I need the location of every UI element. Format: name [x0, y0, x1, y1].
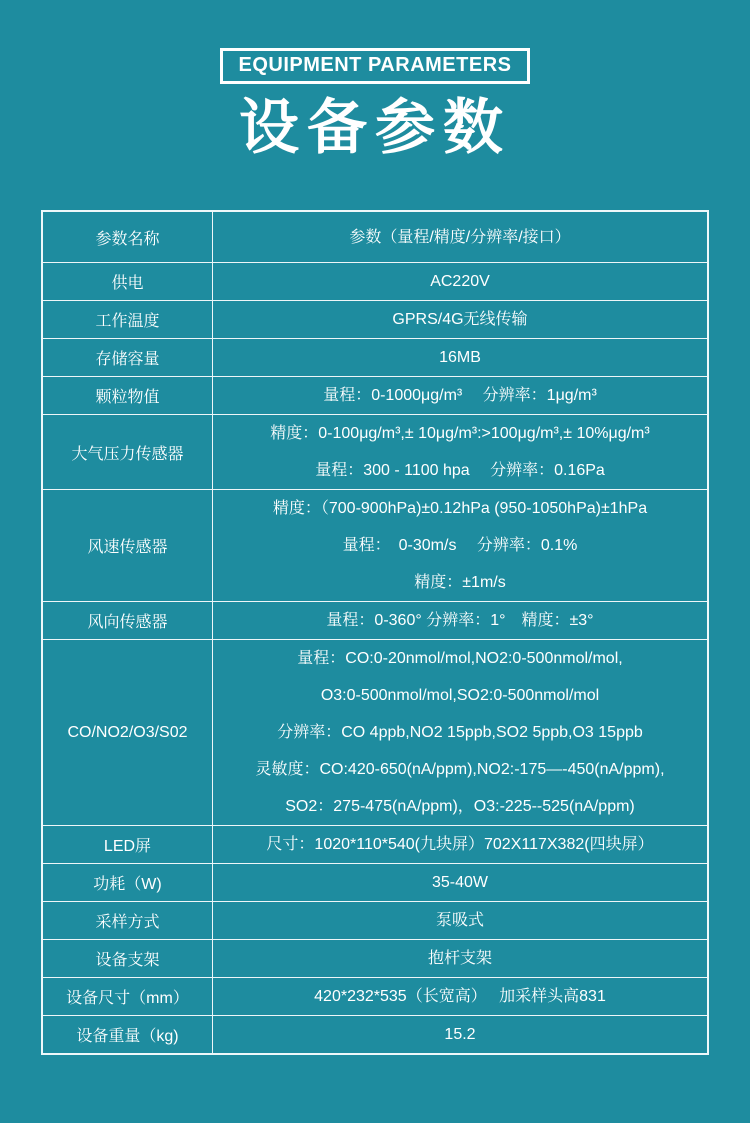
- row-value: [213, 415, 707, 489]
- row-value-line: 尺寸：1020*110*540(九块屏）702X117X382(四块屏）: [266, 836, 654, 853]
- table-row-storage: [43, 338, 707, 376]
- row-value-line: 量程：0-1000μg/m³ 分辨率：1μg/m³: [323, 387, 597, 404]
- row-value: [213, 263, 707, 300]
- footer-strip: [0, 1123, 750, 1129]
- row-value-line: 量程：CO:0-20nmol/mol,NO2:0-500nmol/mol,: [297, 650, 623, 667]
- row-value-line: AC220V: [430, 273, 490, 290]
- table-row-mounting-bracket: [43, 939, 707, 977]
- row-label: 风速传感器: [43, 490, 213, 601]
- row-value: [213, 826, 707, 863]
- row-value-line: O3:0-500nmol/mol,SO2:0-500nmol/mol: [320, 687, 600, 704]
- row-label: CO/NO2/O3/S02: [43, 640, 213, 825]
- row-value-line: SO2：275-475(nA/ppm)，O3:-225--525(nA/ppm): [285, 798, 635, 815]
- parameters-table: [41, 210, 709, 1055]
- row-value-line: 泵吸式: [435, 912, 484, 929]
- table-row-device-weight: [43, 1015, 707, 1053]
- row-label: 大气压力传感器: [43, 415, 213, 489]
- row-label: 存储容量: [43, 339, 213, 376]
- row-label: 设备支架: [43, 940, 213, 977]
- table-row-sampling-method: [43, 901, 707, 939]
- row-value-line: GPRS/4G无线传输: [392, 311, 528, 328]
- row-value-line: 精度：±1m/s: [414, 574, 506, 591]
- row-value-line: 量程： 0-30m/s 分辨率：0.1%: [342, 537, 578, 554]
- row-value: [213, 940, 707, 977]
- row-label: 采样方式: [43, 902, 213, 939]
- row-value: [213, 864, 707, 901]
- row-label: 风向传感器: [43, 602, 213, 639]
- row-label: 供电: [43, 263, 213, 300]
- row-value: [213, 602, 707, 639]
- table-row-power: [43, 262, 707, 300]
- header-value-cell: [213, 212, 707, 262]
- page-title: 设备参数: [239, 94, 511, 161]
- header-value-text: 参数（量程/精度/分辨率/接口）: [349, 228, 571, 246]
- row-label: 设备尺寸（mm）: [43, 978, 213, 1015]
- table-row-device-size: [43, 977, 707, 1015]
- row-value-line: 抱杆支架: [427, 950, 492, 967]
- table-row-pressure-sensor: [43, 414, 707, 489]
- header-label-cell: 参数名称: [43, 212, 213, 262]
- row-value-line: 35-40W: [431, 874, 489, 891]
- table-row-led-screen: [43, 825, 707, 863]
- tagline-text: EQUIPMENT PARAMETERS: [238, 54, 512, 76]
- row-value: [213, 1016, 707, 1053]
- row-value-line: 16MB: [439, 349, 481, 366]
- table-row-wind-speed-sensor: [43, 489, 707, 601]
- row-value-line: 精度：0-100μg/m³,± 10μg/m³:>100μg/m³,± 10%μg/m³: [270, 425, 650, 442]
- row-value: [213, 377, 707, 414]
- table-row-power-consumption: [43, 863, 707, 901]
- row-value-line: 灵敏度：CO:420-650(nA/ppm),NO2:-175—-450(nA/ppm),: [255, 761, 665, 778]
- row-value-line: 420*232*535（长宽高） 加采样头高831: [314, 988, 606, 1005]
- row-label: 工作温度: [43, 301, 213, 338]
- row-label: 设备重量（kg): [43, 1016, 213, 1053]
- row-value-line: 精度：（700-900hPa)±0.12hPa (950-1050hPa)±1hPa: [272, 500, 648, 517]
- row-label: 颗粒物值: [43, 377, 213, 414]
- row-value-line: 量程：300 - 1100 hpa 分辨率：0.16Pa: [315, 462, 605, 479]
- row-label: LED屏: [43, 826, 213, 863]
- row-value: [213, 301, 707, 338]
- row-value-line: 15.2: [444, 1026, 476, 1043]
- row-label: 功耗（W): [43, 864, 213, 901]
- table-row-gas-sensors: [43, 639, 707, 825]
- row-value: [213, 978, 707, 1015]
- tagline-box: [220, 48, 531, 84]
- table-header-row: [43, 212, 707, 262]
- row-value: [213, 640, 707, 825]
- table-row-working-temp: [43, 300, 707, 338]
- row-value: [213, 902, 707, 939]
- row-value-line: 量程：0-360° 分辨率：1° 精度：±3°: [326, 612, 594, 629]
- row-value: [213, 490, 707, 601]
- table-row-particulate: [43, 376, 707, 414]
- table-row-wind-direction-sensor: [43, 601, 707, 639]
- row-value-line: 分辨率：CO 4ppb,NO2 15ppb,SO2 5ppb,O3 15ppb: [277, 724, 643, 741]
- row-value: [213, 339, 707, 376]
